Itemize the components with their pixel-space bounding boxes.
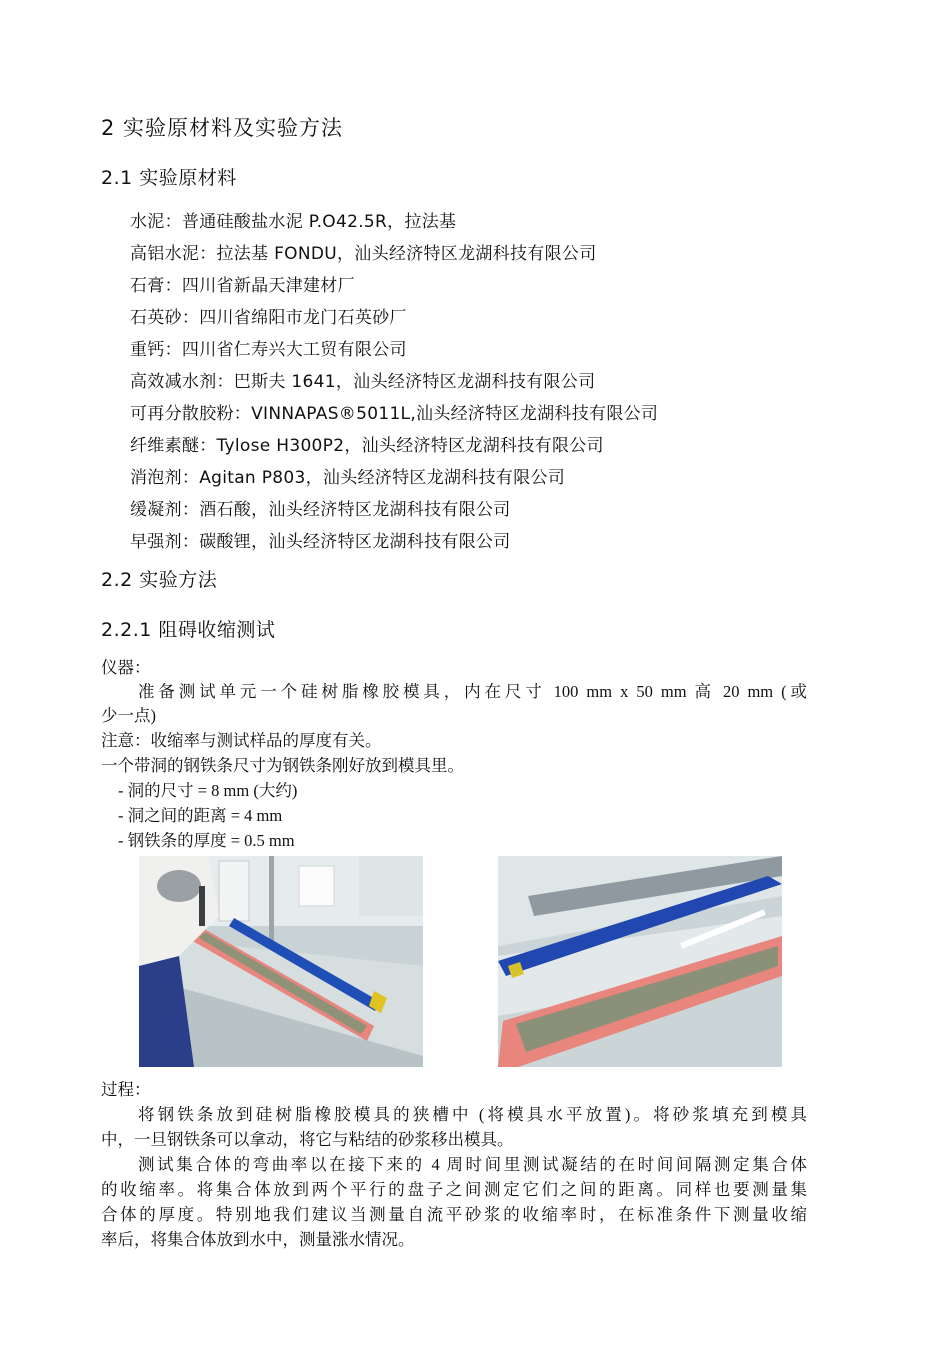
material-item: 重钙：四川省仁寿兴大工贸有限公司 xyxy=(130,340,407,360)
section-title: 2 实验原材料及实验方法 xyxy=(101,116,344,140)
material-item: 水泥：普通硅酸盐水泥 P.O42.5R，拉法基 xyxy=(130,212,457,232)
spec-item: - 钢铁条的厚度 = 0.5 mm xyxy=(118,831,295,850)
spec-item: - 洞之间的距离 = 4 mm xyxy=(118,806,283,825)
instrument-text-line: 准备测试单元一个硅树脂橡胶模具，内在尺寸 100 mm x 50 mm 高 20 mm (或 xyxy=(138,682,807,701)
subsubsection-title-shrinkage: 2.2.1 阻碍收缩测试 xyxy=(101,619,276,641)
material-item: 石英砂：四川省绵阳市龙门石英砂厂 xyxy=(130,308,407,328)
subsection-title-materials: 2.1 实验原材料 xyxy=(101,167,237,189)
subsection-title-methods: 2.2 实验方法 xyxy=(101,569,218,591)
material-item: 消泡剂：Agitan P803，汕头经济特区龙湖科技有限公司 xyxy=(130,468,566,488)
process-text-line: 测试集合体的弯曲率以在接下来的 4 周时间里测试凝结的在时间间隔测定集合体 xyxy=(138,1155,807,1174)
material-item: 石膏：四川省新晶天津建材厂 xyxy=(130,276,355,296)
photo-filling-mold xyxy=(139,856,423,1067)
photo-mold-closeup xyxy=(498,856,782,1067)
note-text: 注意：收缩率与测试样品的厚度有关。 xyxy=(101,731,382,750)
material-item: 缓凝剂：酒石酸，汕头经济特区龙湖科技有限公司 xyxy=(130,500,511,520)
process-label: 过程： xyxy=(101,1080,151,1099)
material-item: 可再分散胶粉：VINNAPAS®5011L,汕头经济特区龙湖科技有限公司 xyxy=(130,404,659,424)
strip-description: 一个带洞的钢铁条尺寸为钢铁条刚好放到模具里。 xyxy=(101,756,464,775)
instrument-label: 仪器： xyxy=(101,658,151,677)
spec-item: - 洞的尺寸 = 8 mm (大约) xyxy=(118,781,298,800)
material-item: 高铝水泥：拉法基 FONDU，汕头经济特区龙湖科技有限公司 xyxy=(130,244,597,264)
process-text-line: 中，一旦钢铁条可以拿动，将它与粘结的砂浆移出模具。 xyxy=(101,1130,514,1149)
instrument-text-line: 少一点) xyxy=(101,706,156,725)
process-text-line: 合体的厚度。特别地我们建议当测量自流平砂浆的收缩率时，在标准条件下测量收缩 xyxy=(101,1205,807,1224)
process-text-line: 将钢铁条放到硅树脂橡胶模具的狭槽中 (将模具水平放置)。将砂浆填充到模具 xyxy=(138,1105,807,1124)
material-item: 早强剂：碳酸锂，汕头经济特区龙湖科技有限公司 xyxy=(130,532,511,552)
material-item: 纤维素醚：Tylose H300P2，汕头经济特区龙湖科技有限公司 xyxy=(130,436,604,456)
process-text-line: 率后，将集合体放到水中，测量涨水情况。 xyxy=(101,1230,415,1249)
process-text-line: 的收缩率。将集合体放到两个平行的盘子之间测定它们之间的距离。同样也要测量集 xyxy=(101,1180,807,1199)
material-item: 高效减水剂：巴斯夫 1641，汕头经济特区龙湖科技有限公司 xyxy=(130,372,596,392)
